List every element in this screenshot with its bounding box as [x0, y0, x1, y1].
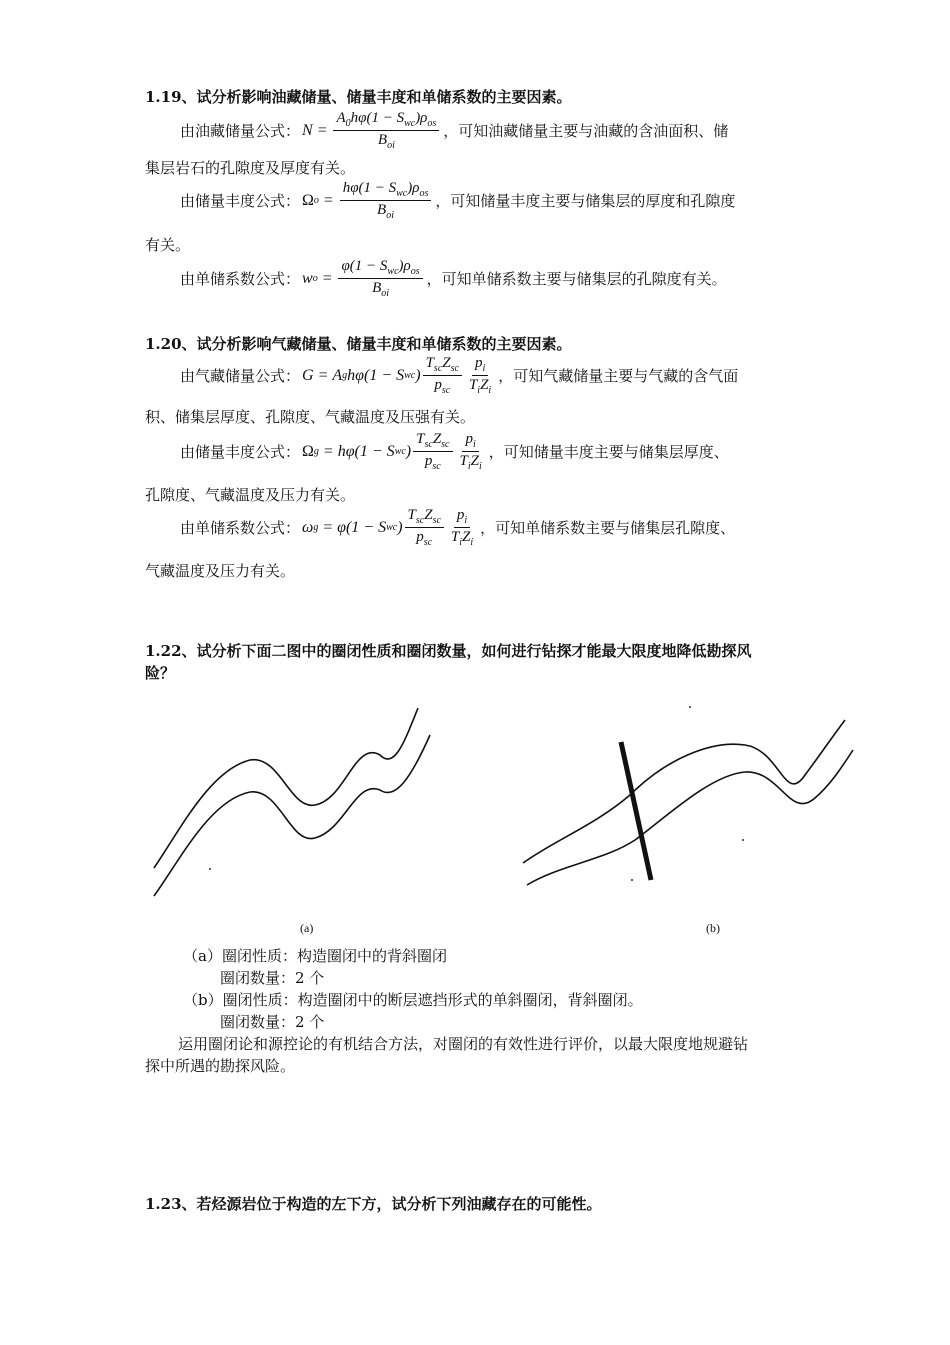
- figure-b-label: (b): [706, 921, 720, 935]
- figure-a-dot: [209, 868, 211, 870]
- q120-f2-continuation: 孔隙度、气藏温度及压力有关。: [145, 486, 356, 504]
- q120-f3-prefix: 由单储系数公式：: [180, 519, 301, 537]
- q120-f1-suffix: ，可知气藏储量主要与气藏的含气面: [498, 367, 739, 385]
- q119-f2-continuation: 有关。: [145, 236, 191, 254]
- q122-heading-line2: 险？: [145, 664, 176, 682]
- q120-f2-suffix: ，可知储量丰度主要与储集层厚度、: [488, 443, 729, 461]
- q119-heading: 1.19、试分析影响油藏储量、储量丰度和单储系数的主要因素。: [145, 88, 572, 106]
- figure-b-dot-3: [689, 706, 691, 708]
- q123-heading: 1.23、若烃源岩位于构造的左下方，试分析下列油藏存在的可能性。: [145, 1195, 602, 1213]
- figure-b-fault-line: [621, 742, 651, 880]
- figure-b-upper-curve: [523, 720, 845, 863]
- q120-f1-prefix: 由气藏储量公式：: [180, 367, 301, 385]
- q119-formula-reserves-row: [180, 110, 728, 151]
- figure-a-upper-curve: [154, 708, 418, 868]
- q120-f3-suffix: ，可知单储系数主要与储集层孔隙度、: [480, 519, 736, 537]
- oil-unit-coefficient-formula: w o = $\frac{\varphi(1 - S_{wc})\rho_{os}}{B_{oi}}$: [302, 258, 425, 299]
- q120-f3-continuation: 气藏温度及压力有关。: [145, 562, 296, 580]
- gas-reserves-formula: G = A g hφ(1 − S wc ) $\frac{T_{sc}Z_{sc}}{p_{sc}}$ $\frac{p_i}{T_iZ_i}$: [302, 355, 492, 396]
- figure-b-dot: [631, 879, 633, 881]
- a-trap-count: 圈闭数量：2 个: [220, 969, 325, 987]
- oil-reserves-formula: N = $\frac{A_0h\varphi(1 - S_{wc})\rho_{os}}{B_{oi}}$: [302, 110, 441, 151]
- gas-abundance-formula: Ω g = hφ(1 − S wc ) $\frac{T_{sc}Z_{sc}}{p_{sc}}$ $\frac{p_i}{T_iZ_i}$: [302, 431, 482, 472]
- b-trap-count: 圈闭数量：2 个: [220, 1013, 325, 1031]
- q119-f1-continuation: 集层岩石的孔隙度及厚度有关。: [145, 159, 356, 177]
- q119-f1-prefix: 由油藏储量公式：: [180, 122, 301, 140]
- q120-formula-unit-row: [180, 507, 735, 548]
- q122-conclusion-line2: 探中所遇的勘探风险。: [145, 1057, 296, 1075]
- figure-a-anticline: [140, 700, 440, 910]
- figure-b-lower-curve: [527, 750, 853, 885]
- q119-f2-suffix: ，可知储量丰度主要与储集层的厚度和孔隙度: [435, 192, 736, 210]
- q119-formula-abundance-row: [180, 180, 735, 221]
- figure-b-fault-trap: [515, 700, 860, 900]
- q119-f1-suffix: ，可知油藏储量主要与油藏的含油面积、储: [443, 122, 729, 140]
- q120-heading: 1.20、试分析影响气藏储量、储量丰度和单储系数的主要因素。: [145, 335, 572, 353]
- q119-f2-prefix: 由储量丰度公式：: [180, 192, 301, 210]
- q122-heading-line1: 1.22、试分析下面二图中的圈闭性质和圈闭数量，如何进行钻探才能最大限度地降低勘探风: [145, 642, 752, 660]
- figure-a-label: (a): [300, 921, 314, 935]
- figure-b-dot-2: [742, 839, 744, 841]
- b-trap-nature: （b）圈闭性质：构造圈闭中的断层遮挡形式的单斜圈闭，背斜圈闭。: [183, 991, 643, 1009]
- a-trap-nature: （a）圈闭性质：构造圈闭中的背斜圈闭: [183, 947, 447, 965]
- q120-formula-abundance-row: [180, 431, 729, 472]
- q120-formula-reserves-row: [180, 355, 738, 396]
- oil-abundance-formula: Ω o = $\frac{h\varphi(1 - S_{wc})\rho_{os}}{B_{oi}}$: [302, 180, 433, 221]
- q122-conclusion-line1: 运用圈闭论和源控论的有机结合方法，对圈闭的有效性进行评价，以最大限度地规避钻: [178, 1035, 749, 1053]
- q119-formula-unit-row: [180, 258, 727, 299]
- q120-f2-prefix: 由储量丰度公式：: [180, 443, 301, 461]
- gas-unit-coefficient-formula: ω g = φ(1 − S wc ) $\frac{T_{sc}Z_{sc}}{p_{sc}}$ $\frac{p_i}{T_iZ_i}$: [302, 507, 474, 548]
- q120-f1-continuation: 积、储集层厚度、孔隙度、气藏温度及压强有关。: [145, 408, 476, 426]
- q119-f3-suffix: ，可知单储系数主要与储集层的孔隙度有关。: [426, 270, 727, 288]
- q119-f3-prefix: 由单储系数公式：: [180, 270, 301, 288]
